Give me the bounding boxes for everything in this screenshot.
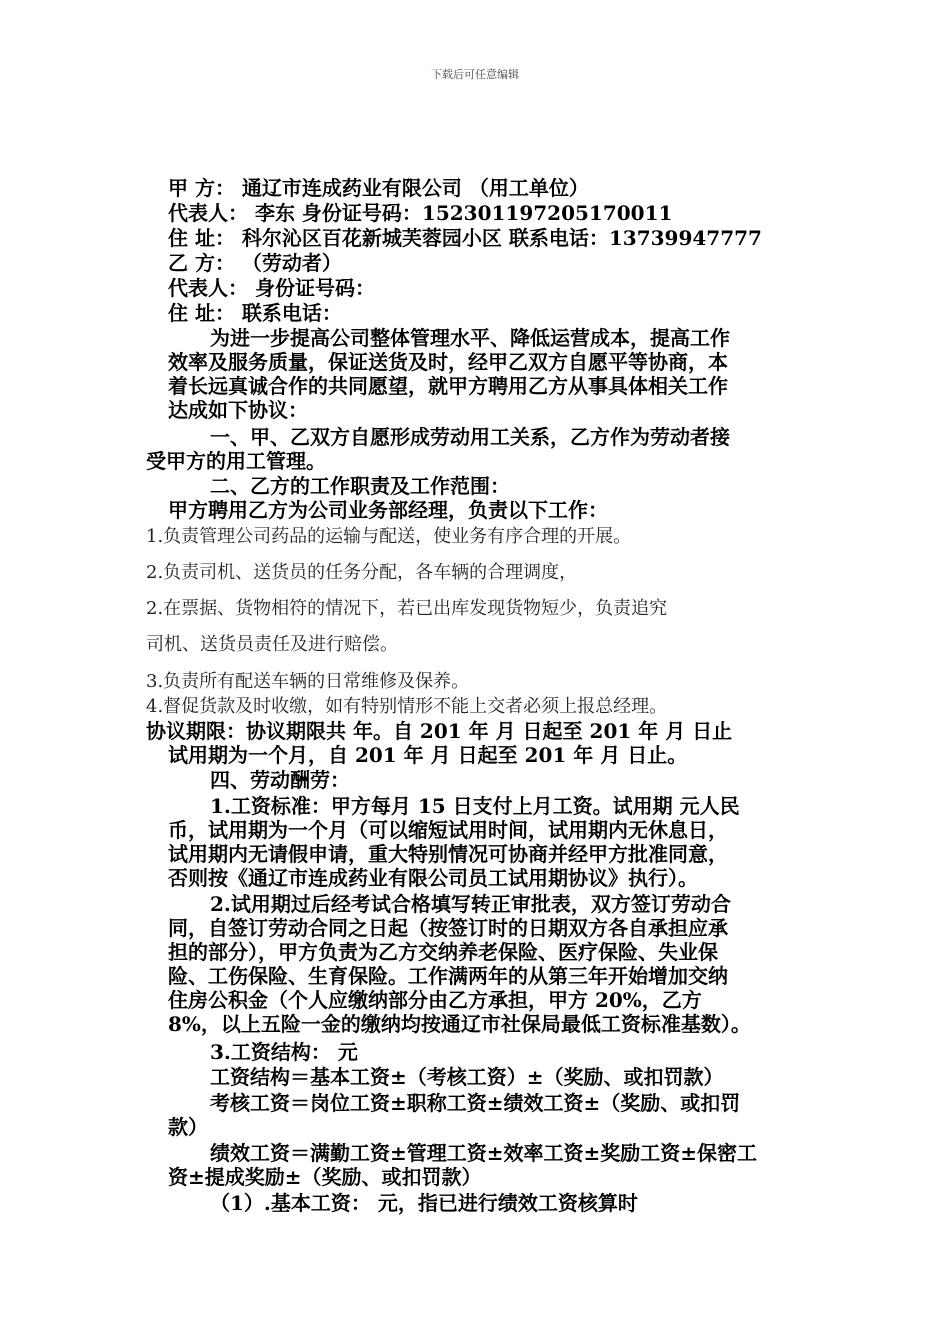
- pay-p1-line-4: 否则按《通辽市连成药业有限公司员工试用期协议》执行）。: [168, 866, 698, 890]
- pay-p2-line-3: 担的部分），甲方负责为乙方交纳养老保险、医疗保险、失业保: [168, 940, 718, 964]
- pay-p1-line-2: 币，试用期为一个月（可以缩短试用时间，试用期内无休息日，: [168, 818, 728, 842]
- intro-line-1: 为进一步提高公司整体管理水平、降低运营成本，提高工作: [210, 326, 730, 350]
- pay-p1-line-3: 试用期内无请假申请，重大特别情况可协商并经甲方批准同意，: [168, 842, 728, 866]
- party-b-address: 住 址： 联系电话：: [168, 301, 342, 325]
- intro-line-4: 达成如下协议：: [168, 398, 308, 422]
- duty-item-2: 2.负责司机、送货员的任务分配，各车辆的合理调度，: [146, 562, 578, 583]
- party-a-line: 甲 方： 通辽市连成药业有限公司 （用工单位）: [168, 176, 589, 200]
- party-b-line: 乙 方： （劳动者）: [168, 251, 342, 275]
- pay-p2-line-1: 2.试用期过后经考试合格填写转正审批表，双方签订劳动合: [210, 892, 731, 916]
- duty-item-3-cont: 司机、送货员责任及进行赔偿。: [146, 634, 398, 655]
- pay-structure-line-1: 工资结构＝基本工资±（考核工资）±（奖励、或扣罚款）: [210, 1065, 724, 1089]
- pay-p2-line-6: 8%，以上五险一金的缴纳均按通辽市社保局最低工资标准基数）。: [168, 1012, 751, 1036]
- pay-structure-line-4: 绩效工资＝满勤工资±管理工资±效率工资±奖励工资±保密工: [210, 1141, 758, 1165]
- party-a-representative: 代表人： 李东 身份证号码：152301197205170011: [168, 201, 673, 225]
- party-b-representative: 代表人： 身份证号码：: [168, 276, 375, 300]
- term-line-2: 试用期为一个月，自 201 年 月 日起至 201 年 月 日止。: [168, 743, 688, 767]
- intro-line-2: 效率及服务质量，保证送货及时，经甲乙双方自愿平等协商，本: [168, 350, 728, 374]
- party-a-address: 住 址： 科尔沁区百花新城芙蓉园小区 联系电话：13739947777: [168, 226, 762, 250]
- pay-structure-line-5: 资±提成奖励±（奖励、或扣罚款）: [168, 1165, 482, 1189]
- duty-item-5: 4.督促货款及时收缴，如有特别情形不能上交者必须上报总经理。: [146, 696, 668, 717]
- term-line-1: 协议期限：协议期限共 年。自 201 年 月 日起至 201 年 月 日止: [146, 719, 733, 743]
- duty-item-3: 2.在票据、货物相符的情况下，若已出库发现货物短少，负责追究: [146, 598, 668, 619]
- pay-p2-line-4: 险、工伤保险、生育保险。工作满两年的从第三年开始增加交纳: [168, 964, 728, 988]
- section1-line-2: 受甲方的用工管理。: [146, 449, 326, 473]
- section4-title: 四、劳动酬劳：: [210, 768, 350, 792]
- section2-lead: 甲方聘用乙方为公司业务部经理，负责以下工作：: [168, 498, 608, 522]
- pay-p1-line-1: 1.工资标准：甲方每月 15 日支付上月工资。试用期 元人民: [210, 794, 740, 818]
- duty-item-4: 3.负责所有配送车辆的日常维修及保养。: [146, 671, 470, 692]
- pay-structure-line-6: （1）.基本工资： 元，指已进行绩效工资核算时: [210, 1191, 638, 1215]
- page-header-note: 下载后可任意编辑: [431, 68, 519, 81]
- duty-item-1: 1.负责管理公司药品的运输与配送，使业务有序合理的开展。: [146, 526, 632, 547]
- pay-structure-title: 3.工资结构： 元: [210, 1040, 358, 1064]
- pay-structure-line-3: 款）: [168, 1115, 208, 1139]
- pay-structure-line-2: 考核工资＝岗位工资±职称工资±绩效工资±（奖励、或扣罚: [210, 1091, 741, 1115]
- section2-title: 二、乙方的工作职责及工作范围：: [210, 474, 510, 498]
- pay-p2-line-5: 住房公积金（个人应缴纳部分由乙方承担，甲方 20%，乙方: [168, 988, 702, 1012]
- section1-line-1: 一、甲、乙双方自愿形成劳动用工关系，乙方作为劳动者接: [210, 425, 730, 449]
- intro-line-3: 着长远真诚合作的共同愿望，就甲方聘用乙方从事具体相关工作: [168, 374, 728, 398]
- pay-p2-line-2: 同，自签订劳动合同之日起（按签订时的日期双方各自承担应承: [168, 916, 728, 940]
